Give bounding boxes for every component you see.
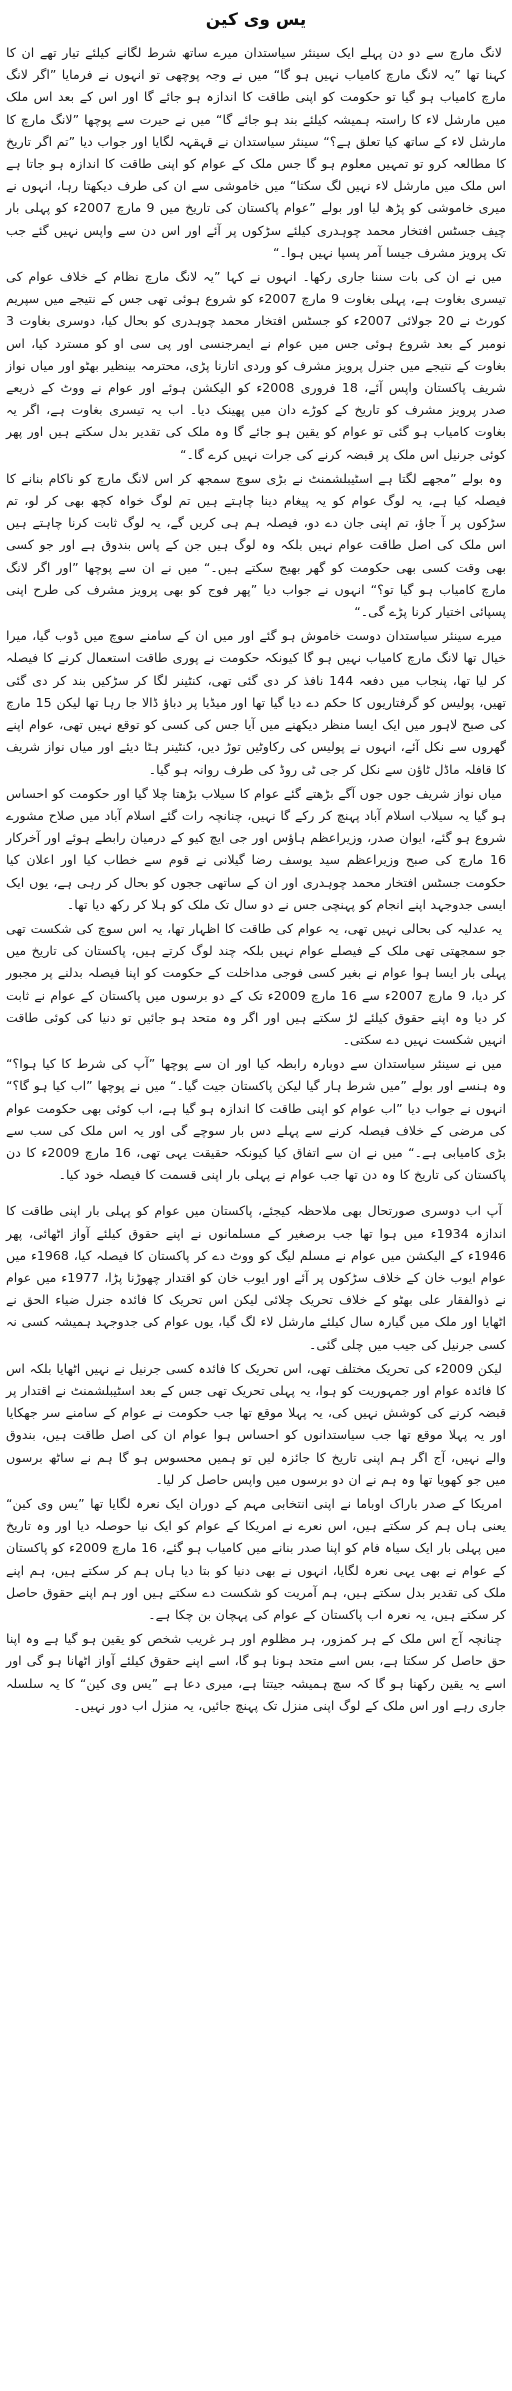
article-paragraph: آپ اب دوسری صورتحال بھی ملاحظہ کیجئے، پاکستان میں عوام کو پہلی بار اپنی طاقت کا اندازہ 1934ء میں ہوا تھا جب برصغیر کے مسلمانوں نے اپنے حقوق کیلئے آواز اٹھائی، پھر 1946ء کے الیکشن میں عوام نے مسلم لیگ کو ووٹ دے کر پاکستان کا فیصلہ کیا، 1968ء میں عوام ایوب خان کے خلاف سڑکوں پر آئے اور ایوب خان کو اقتدار چھوڑنا پڑا، 1977ء میں عوام نے ذوالفقار علی بھٹو کے خلاف تحریک چلائی لیکن اس تحریک کا فائدہ جنرل ضیاء الحق نے اٹھایا اور ملک میں گیارہ سال کیلئے مارشل لاء لگ گیا، یوں عوام کی جدوجہد ہمیشہ کسی نہ کسی جرنیل کی جیب میں چلی گئی۔ [6, 1203, 507, 1352]
article-paragraph: امریکا کے صدر باراک اوباما نے اپنی انتخابی مہم کے دوران ایک نعرہ لگایا تھا ”یس وی کین“ یعنی ہاں ہم کر سکتے ہیں، اس نعرے نے امریکا کے عوام کو ایک نیا حوصلہ دیا اور وہ تاریخ میں پہلی بار ایک سیاہ فام کو اپنا صدر بنانے میں کامیاب ہو گئے، 16 مارچ 2009ء کو پاکستان کے عوام نے بھی یہی نعرہ لگایا، انہوں نے بھی دنیا کو بتا دیا ہاں ہم کر سکتے ہیں، ہم اپنے ملک کی تقدیر بدل سکتے ہیں، ہم آمریت کو شکست دے سکتے ہیں اور ہم اپنے حقوق حاصل کر سکتے ہیں، یہ نعرہ اب پاکستان کے عوام کی پہچان بن چکا ہے۔ [6, 1496, 506, 1623]
article-paragraph: میں نے ان کی بات سننا جاری رکھا۔ انہوں نے کہا ”یہ لانگ مارچ نظام کے خلاف عوام کی تیسری بغاوت ہے، پہلی بغاوت 9 مارچ 2007ء کو شروع ہوئی تھی جس کے نتیجے میں سپریم کورٹ نے 20 جولائی 2007ء کو جسٹس افتخار محمد چوہدری کو بحال کیا، دوسری بغاوت 3 نومبر کے بعد شروع ہوئی جس میں عوام نے ایمرجنسی اور پی سی او کو مسترد کیا، اس بغاوت کے نتیجے میں جنرل پرویز مشرف کو وردی اتارنا پڑی، محترمہ بینظیر بھٹو اور میاں نواز شریف پاکستان واپس آئے، 18 فروری 2008ء کو الیکشن ہوئے اور عوام نے ووٹ کے ذریعے صدر پرویز مشرف کو تاریخ کے کوڑے دان میں پھینک دیا۔ اب یہ تیسری بغاوت ہے، اگر یہ بغاوت کامیاب ہو گئی تو عوام کو یقین ہو جائے گا وہ ملک کی تقدیر بدل سکتے ہیں اور پھر کوئی جرنیل اس ملک پر قبضہ کرنے کی جرات نہیں کرے گا۔“ [6, 269, 506, 462]
article-paragraph: لیکن 2009ء کی تحریک مختلف تھی، اس تحریک کا فائدہ کسی جرنیل نے نہیں اٹھایا بلکہ اس کا فائدہ عوام اور جمہوریت کو ہوا، یہ پہلی تحریک تھی جس کے بعد اسٹیبلشمنٹ نے اقتدار پر قبضہ کرنے کی کوشش نہیں کی، یہ پہلا موقع تھا جب حکومت نے عوام کے سامنے سر جھکایا اور یہ پہلا موقع تھا جب سیاستدانوں کو احساس ہوا عوام ان کی اصل طاقت ہیں، بندوق والے نہیں، آج اگر ہم اپنی تاریخ کا جائزہ لیں تو ہمیں محسوس ہو گا ہم نے ساٹھ برسوں میں جو کھویا تھا وہ ہم نے ان دو برسوں میں واپس حاصل کر لیا۔ [6, 1360, 506, 1487]
article-paragraph: چنانچہ آج اس ملک کے ہر کمزور، ہر مظلوم اور ہر غریب شخص کو یقین ہو گیا ہے وہ اپنا حق حاصل کر سکتا ہے، بس اسے متحد ہونا ہو گا، اسے اپنے حقوق کیلئے آواز اٹھانا ہو گی اور اسے یہ یقین رکھنا ہو گا کہ سچ ہمیشہ جیتتا ہے، میری دعا ہے ”یس وی کین“ کا یہ سلسلہ جاری رہے اور اس ملک کے لوگ اپنی منزل تک پہنچ جائیں، یہ منزل اب دور نہیں۔ [6, 1631, 506, 1713]
article-paragraph: لانگ مارچ سے دو دن پہلے ایک سینئر سیاستدان میرے ساتھ شرط لگانے کیلئے تیار تھے ان کا کہنا تھا ”یہ لانگ مارچ کامیاب نہیں ہو گا“ میں نے وجہ پوچھی تو انہوں نے فرمایا ”اگر لانگ مارچ کامیاب ہو گیا تو حکومت کو اپنی طاقت کا اندازہ ہو جائے گا اور اس کے بعد اس ملک میں مارشل لاء کا راستہ ہمیشہ کیلئے بند ہو جائے گا“ میں نے حیرت سے پوچھا ”لانگ مارچ کا مارشل لاء کے ساتھ کیا تعلق ہے؟“ سینئر سیاستدان نے قہقہہ لگایا اور جواب دیا ”تم اگر تاریخ کا مطالعہ کرو تو تمہیں معلوم ہو گا جس ملک کے عوام کو اپنی طاقت کا اندازہ ہو جاتا ہے اس ملک میں مارشل لاء نہیں لگ سکتا“ میں خاموشی سے ان کی طرف دیکھتا رہا، انہوں نے میری خاموشی کو پڑھ لیا اور بولے ”عوام پاکستان کی تاریخ میں 9 مارچ 2007ء کو پہلی بار چیف جسٹس افتخار محمد چوہدری کیلئے سڑکوں پر آئے اور اس دن سے واپس نہیں گئے جب تک پرویز مشرف جیسا آمر پسپا نہیں ہوا۔“ [6, 45, 506, 260]
article-paragraph: میں نے سینئر سیاستدان سے دوبارہ رابطہ کیا اور ان سے پوچھا ”آپ کی شرط کا کیا ہوا؟“ وہ ہنسے اور بولے ”میں شرط ہار گیا لیکن پاکستان جیت گیا۔“ میں نے پوچھا ”اب کیا ہو گا؟“ انہوں نے جواب دیا ”اب عوام کو اپنی طاقت کا اندازہ ہو گیا ہے، اب کوئی بھی حکومت عوام کی مرضی کے خلاف فیصلہ کرنے سے پہلے دس بار سوچے گی اور یہ اس ملک کی سب سے بڑی کامیابی ہے۔“ میں نے ان سے اتفاق کیا کیونکہ حقیقت یہی تھی، 16 مارچ 2009ء کا دن پاکستان کی تاریخ کا وہ دن تھا جب عوام نے پہلی بار اپنی قسمت کا فیصلہ خود کیا۔ [6, 1056, 506, 1183]
article-paragraph: یہ عدلیہ کی بحالی نہیں تھی، یہ عوام کی طاقت کا اظہار تھا، یہ اس سوچ کی شکست تھی جو سمجھتی تھی ملک کے فیصلے عوام نہیں بلکہ چند لوگ کرتے ہیں، پاکستان کی تاریخ میں پہلی بار ایسا ہوا عوام نے بغیر کسی فوجی مداخلت کے حکومت کو اپنا فیصلہ بدلنے پر مجبور کر دیا، 9 مارچ 2007ء سے 16 مارچ 2009ء تک کے دو برسوں میں پاکستان کے عوام نے ثابت کر دیا وہ اپنے حقوق کیلئے لڑ سکتے ہیں اور اگر وہ متحد ہو جائیں تو دنیا کی کوئی طاقت انہیں شکست نہیں دے سکتی۔ [6, 920, 506, 1047]
article-paragraph: میرے سینئر سیاستدان دوست خاموش ہو گئے اور میں ان کے سامنے سوچ میں ڈوب گیا، میرا خیال تھا لانگ مارچ کامیاب نہیں ہو گا کیونکہ حکومت نے پوری طاقت استعمال کرنے کا فیصلہ کر لیا تھا، پنجاب میں دفعہ 144 نافذ کر دی گئی تھی، کنٹینر لگا کر سڑکیں بند کر دی گئی تھیں، پولیس کو گرفتاریوں کا حکم دے دیا گیا تھا اور میڈیا پر دباؤ ڈالا جا رہا تھا لیکن 15 مارچ کی صبح لاہور میں ایک ایسا منظر دیکھنے میں آیا جس کی کسی کو توقع نہیں تھی، عوام اپنے گھروں سے نکل آئے، انہوں نے پولیس کی رکاوٹیں توڑ دیں، کنٹینر ہٹا دیئے اور میاں نواز شریف کا قافلہ ماڈل ٹاؤن سے نکل کر جی ٹی روڈ کی طرف روانہ ہو گیا۔ [6, 628, 506, 777]
column-headline: یس وی کین [205, 10, 307, 30]
article-paragraph: وہ بولے ”مجھے لگتا ہے اسٹیبلشمنٹ نے بڑی سوچ سمجھ کر اس لانگ مارچ کو ناکام بنانے کا فیصلہ کیا ہے، یہ لوگ عوام کو یہ پیغام دینا چاہتے ہیں تم لوگ خواہ کچھ بھی کر لو، تم سڑکوں پر آ جاؤ، تم اپنی جان دے دو، فیصلہ ہم ہی کریں گے، یہ لوگ ثابت کرنا چاہتے ہیں اس ملک کی اصل طاقت عوام نہیں بلکہ وہ لوگ ہیں جن کے پاس بندوق ہے اور جو کسی بھی وقت کسی بھی حکومت کو گھر بھیج سکتے ہیں۔“ میں نے ان سے پوچھا ”اور اگر لانگ مارچ کامیاب ہو گیا تو؟“ انہوں نے جواب دیا ”پھر فوج کو بھی پرویز مشرف کی طرح اپنی پسپائی اختیار کرنا پڑے گی۔“ [6, 470, 506, 620]
article-body [6, 42, 506, 1717]
article-paragraph: میاں نواز شریف جوں جوں آگے بڑھتے گئے عوام کا سیلاب بڑھتا چلا گیا اور حکومت کو احساس ہو گیا یہ سیلاب اسلام آباد پہنچ کر رکے گا نہیں، چنانچہ رات گئے اسلام آباد میں صلاح مشورے شروع ہو گئے، ایوان صدر، وزیراعظم ہاؤس اور جی ایچ کیو کے درمیان رابطے ہوئے اور آخرکار 16 مارچ کی صبح وزیراعظم سید یوسف رضا گیلانی نے قوم سے خطاب کیا اور اعلان کیا حکومت جسٹس افتخار محمد چوہدری اور ان کے ساتھی ججوں کو بحال کر رہی ہے، یوں ایک ایسی جدوجہد اپنے انجام کو پہنچی جس نے دو سال تک ملک کو ہلا کر رکھ دیا تھا۔ [5, 785, 506, 912]
